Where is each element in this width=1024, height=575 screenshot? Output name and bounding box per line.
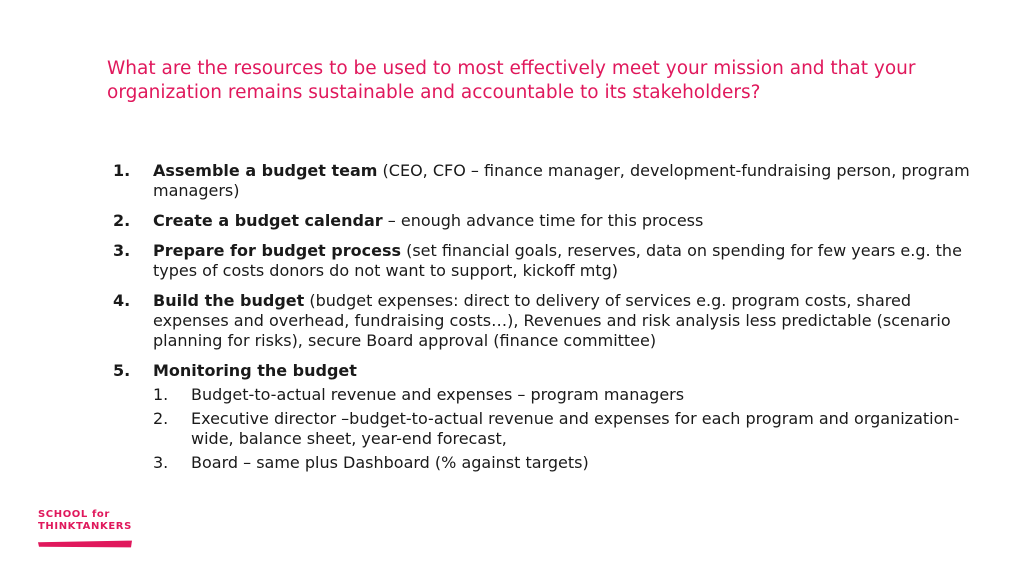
slide-title: What are the resources to be used to most effectively meet your mission and that your organization remains sustainable and accountable to its stakeholders? [107,58,916,103]
logo-brush-stroke [38,541,132,548]
sub-step-text: Budget-to-actual revenue and expenses – program managers [191,385,685,404]
step-description: (budget expenses: direct to delivery of services e.g. program costs, shared expenses and overhead, fundraising costs…), Revenues and risk analysis less predictable (scenario planning for risks), secure Board approval (finance committee) [153,291,951,350]
sub-step-text: Board – same plus Dashboard (% against targets) [191,453,589,472]
school-for-thinktankers-logo [38,509,138,552]
sub-step-item [153,453,973,473]
step-item [113,211,973,231]
step-number: 1. [113,161,131,180]
step-number: 3. [113,241,131,260]
step-heading: Create a budget calendar [153,211,383,230]
step-item [113,291,973,351]
step-description: (CEO, CFO – finance manager, development-fundraising person, program managers) [153,161,970,200]
step-description: – enough advance time for this process [382,211,704,230]
step-number: 2. [113,211,131,230]
logo-line-2: THINKTANKERS [38,521,132,532]
step-number: 4. [113,291,131,310]
sub-step-number: 3. [153,453,169,472]
logo-underline-brush [38,540,132,548]
steps-list [113,161,973,483]
sub-step-item [153,409,973,449]
step-item [113,361,973,473]
step-item [113,161,973,201]
step-heading: Assemble a budget team [153,161,378,180]
step-description: (set financial goals, reserves, data on spending for few years e.g. the types of costs donors do not want to support, kickoff mtg) [153,241,962,280]
sub-steps-list [153,385,973,473]
sub-step-number: 1. [153,385,169,404]
step-heading: Prepare for budget process [153,241,401,260]
step-heading: Build the budget [153,291,305,310]
sub-step-text: Executive director –budget-to-actual revenue and expenses for each program and organization-wide, balance sheet, year-end forecast, [191,409,960,448]
logo-line-1: SCHOOL for [38,509,110,520]
sub-step-number: 2. [153,409,169,428]
step-item [113,241,973,281]
step-heading: Monitoring the budget [153,361,357,380]
step-number: 5. [113,361,131,380]
sub-step-item [153,385,973,405]
